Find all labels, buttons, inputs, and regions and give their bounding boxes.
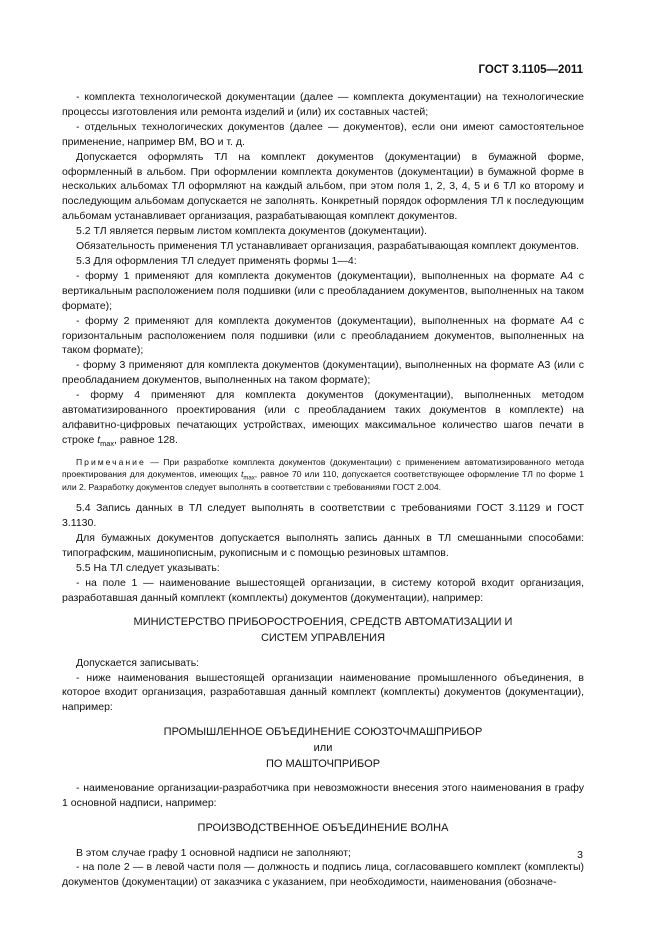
paragraph [62,388,584,448]
paragraph: - форму 1 применяют для комплекта документов (документации), выполненных на формате А4 с вертикальным расположением поля подшивки (или с преобладанием документов, выполненных на таком формате); [62,269,584,312]
example-heading: ПО МАШТОЧПРИБОР [265,757,381,770]
paragraph: В этом случае графу 1 основной надписи не заполняют; [76,846,351,859]
paragraph: Для бумажных документов допускается выполнять запись данных в ТЛ смешанными способами: типографским, машинописным, рукописным и с помощью резиновых штампов. [62,531,584,559]
paragraph: 5.4 Запись данных в ТЛ следует выполнять в соответствии с требованиями ГОСТ 3.1129 и ГОСТ 3.1130. [62,502,584,530]
paragraph: 5.3 Для оформления ТЛ следует применять формы 1—4: [76,254,357,267]
paragraph: Допускается записывать: [76,656,200,669]
example-heading: ПРОИЗВОДСТВЕННОЕ ОБЪЕДИНЕНИЕ ВОЛНА [197,821,449,834]
paragraph: - на поле 1 — наименование вышестоящей организации, в систему которой входит организация, разработавшая данный комплект (комплекты) документов (документации), например: [62,576,584,604]
variable: t [241,469,244,480]
variable-subscript: max [243,475,255,482]
paragraph: - форму 2 применяют для комплекта документов (документации), выполненных на формате А4 с горизонтальным расположением поля подшивки (или с преобладанием документов, выполненных на таком формате); [62,314,584,357]
paragraph: - форму 3 применяют для комплекта документов (документации), выполненных на формате А3 (или с преобладанием документов, выполненных на таком формате); [62,359,584,387]
paragraph: - ниже наименования вышестоящей организации наименование промышленного объединения, в которое входит организация, разработавшая данный комплект (комплекты) документов (документации), например: [62,671,584,714]
paragraph: - наименование организации-разработчика при невозможности внесения этого наименования в графу 1 основной надписи, например: [62,782,584,810]
document-header: ГОСТ 3.1105—2011 [478,64,583,76]
example-heading: СИСТЕМ УПРАВЛЕНИЯ [260,632,386,645]
example-or: или [313,741,333,754]
note [62,456,584,493]
paragraph: - на поле 2 — в левой части поля — должность и подпись лица, согласовавшего комплект (комплекты) документов (документации) от заказчика с указанием, при необходимости, наименования (обозначе- [62,861,584,889]
page-number: 3 [577,849,583,861]
paragraph: - комплекта технологической документации (далее — комплекта документации) на технологические процессы изготовления или ремонта изделий и (или) их составных частей; [62,91,584,118]
example-heading: ПРОМЫШЛЕННОЕ ОБЪЕДИНЕНИЕ СОЮЗТОЧМАШПРИБОР [163,726,483,739]
paragraph: Обязательность применения ТЛ устанавливает организация, разрабатывающая комплект документов. [76,240,580,253]
note-label: Примечание [76,456,146,467]
note-text: , равное 70 или 110, допускается соответствующее оформление ТЛ по форме 1 или 2. Разработку документов следует выполнять в соответствии с требованиями ГОСТ 2.004. [62,469,584,492]
note-text: — При разработке комплекта документов (документации) с применением автоматизированного метода проектирования для документов, имеющих [62,456,584,480]
paragraph: - отдельных технологических документов (далее — документов), если они имеют самостоятельное применение, например ВМ, ВО и т. д. [62,120,584,148]
variable: t [97,433,101,446]
variable-subscript: max [100,438,115,448]
example-heading: МИНИСТЕРСТВО ПРИБОРОСТРОЕНИЯ, СРЕДСТВ АВТОМАТИЗАЦИИ И [133,616,513,629]
document-body [62,90,584,890]
paragraph: 5.2 ТЛ является первым листом комплекта документов (документации). [76,225,428,238]
paragraph-text: , равное 128. [114,433,178,446]
paragraph: Допускается оформлять ТЛ на комплект документов (документации) в бумажной форме, оформленный в альбом. При оформлении комплекта документов (документации) в бумажной форме в нескольких альбомах ТЛ оформляют на каждый альбом, при этом поля 1, 2, 3, 4, 5 и 6 ТЛ ко второму и последующим альбомам допускается не заполнять. Конкретный порядок оформления ТЛ к последующим альбомам устанавливает организация, разрабатывающая комплект документов. [62,150,584,223]
paragraph-text: - форму 4 применяют для комплекта документов (документации), выполненных методом автоматизированного проектирования (или с преобладанием таких документов в комплекте) на алфавитно-цифровых печатающих устройствах, имеющих максимальное количество шагов печати в строке [62,389,584,446]
paragraph: 5.5 На ТЛ следует указывать: [76,561,220,574]
